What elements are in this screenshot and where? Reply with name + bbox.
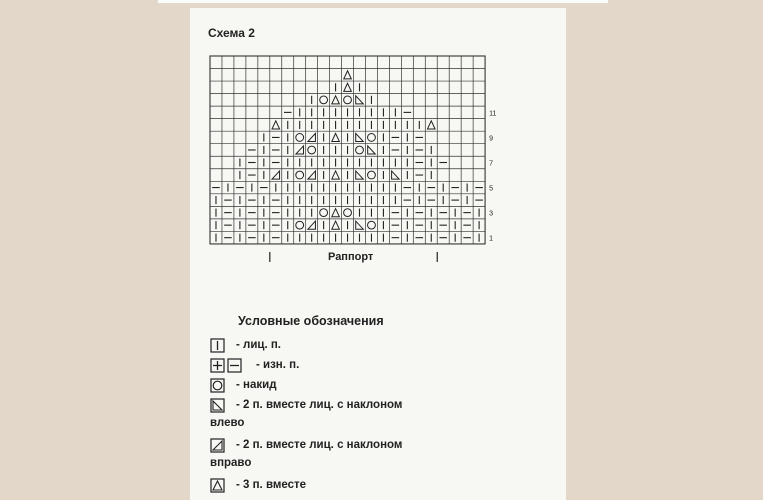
legend-text-k2tog-left-2: влево	[210, 417, 245, 429]
k2tog-left-symbol	[356, 221, 364, 229]
k3tog-icon	[210, 478, 226, 494]
row-number: 5	[489, 185, 493, 193]
row-number: 7	[489, 160, 493, 168]
k2tog-left-symbol	[356, 96, 364, 104]
k3tog-symbol	[272, 121, 280, 129]
k3tog-symbol	[427, 121, 435, 129]
k3tog-symbol	[332, 96, 340, 104]
yarn-over-symbol	[320, 209, 328, 217]
k2tog-left-symbol	[392, 171, 400, 179]
pattern-sheet	[190, 8, 566, 500]
k3tog-symbol	[332, 133, 340, 141]
legend-text-yo: - накид	[236, 379, 277, 391]
k2tog-right-symbol	[308, 171, 316, 179]
knitting-chart	[190, 8, 566, 270]
k2tog-right-symbol	[308, 133, 316, 141]
k3tog-symbol	[344, 83, 352, 91]
yarn-over-symbol	[296, 171, 304, 179]
k3tog-symbol	[332, 171, 340, 179]
yarn-over-symbol	[344, 96, 352, 104]
k2tog-right-symbol	[272, 171, 280, 179]
k3tog-symbol	[344, 71, 352, 79]
k2tog-left-symbol	[356, 171, 364, 179]
k2tog-right-icon	[210, 438, 226, 454]
k3tog-symbol	[332, 209, 340, 217]
legend-text-knit: - лиц. п.	[236, 339, 282, 351]
yarn-over-symbol	[356, 146, 364, 154]
row-number: 11	[489, 110, 497, 118]
k2tog-right-symbol	[296, 146, 304, 154]
yarn-over-symbol	[368, 134, 376, 142]
rapport-label: Раппорт	[328, 251, 374, 263]
yarn-over-icon	[210, 378, 226, 394]
purl-stitch-icon	[210, 358, 246, 374]
legend-text-k3tog: - 3 п. вместе	[236, 479, 307, 491]
yarn-over-symbol	[344, 209, 352, 217]
k2tog-left-symbol	[368, 146, 376, 154]
row-number: 3	[489, 210, 493, 218]
knit-stitch-icon	[210, 338, 226, 354]
legend-text-k2tog-right-2: вправо	[210, 457, 252, 469]
chart-title: Схема 2	[208, 26, 255, 40]
top-strip	[158, 0, 608, 3]
legend-text-k2tog-right: - 2 п. вместе лиц. с наклоном	[236, 439, 403, 451]
yarn-over-symbol	[320, 96, 328, 104]
yarn-over-symbol	[368, 171, 376, 179]
yarn-over-symbol	[308, 146, 316, 154]
row-number: 1	[489, 235, 493, 243]
k2tog-left-icon	[210, 398, 226, 414]
legend-title: Условные обозначения	[238, 314, 384, 328]
yarn-over-symbol	[296, 221, 304, 229]
k2tog-right-symbol	[308, 221, 316, 229]
yarn-over-symbol	[296, 134, 304, 142]
k3tog-symbol	[332, 221, 340, 229]
legend-text-purl: - изн. п.	[256, 359, 300, 371]
legend-text-k2tog-left: - 2 п. вместе лиц. с наклоном	[236, 399, 403, 411]
row-number: 9	[489, 135, 493, 143]
k2tog-left-symbol	[356, 133, 364, 141]
yarn-over-symbol	[368, 221, 376, 229]
